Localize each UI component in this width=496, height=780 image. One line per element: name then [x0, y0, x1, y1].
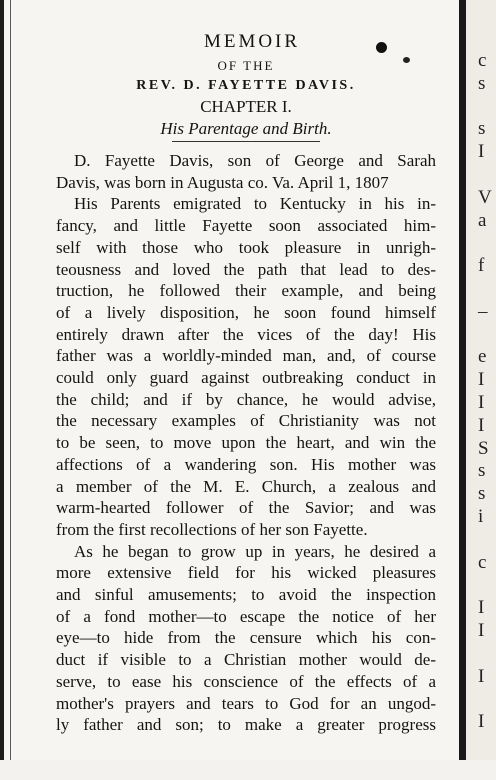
- margin-letter: I: [478, 711, 485, 733]
- margin-letter: [478, 734, 496, 757]
- margin-letter: s: [478, 460, 486, 482]
- margin-letter: V: [478, 186, 492, 208]
- text-line: more extensive field for his wicked pleasures: [56, 563, 436, 583]
- text-line: the necessary examples of Christianity was not: [56, 411, 436, 431]
- margin-letter: [478, 643, 496, 666]
- text-line: a member of the M. E. Church, a zealous and: [56, 476, 436, 496]
- margin-letter: s: [478, 483, 486, 505]
- text-line: of a fond mother—to escape the notice of her: [56, 606, 436, 626]
- margin-letter: i: [478, 505, 484, 527]
- subject-name: REV. D. FAYETTE DAVIS.: [136, 78, 356, 93]
- text-line: from the first recollections of her son Fayette.: [56, 519, 368, 539]
- of-the-line: OF THE: [217, 58, 275, 73]
- margin-letter: [478, 574, 496, 597]
- text-line: serve, to ease his conscience of the effects of a: [56, 671, 436, 691]
- text-line: truction, he followed their example, and being: [56, 281, 436, 301]
- text-line: Davis, was born in Augusta co. Va. April 1, 1807: [56, 172, 389, 192]
- paragraph-1: [56, 150, 436, 193]
- margin-letter: –: [478, 300, 488, 322]
- text-line: mother's prayers and tears to God for an ungod-: [56, 693, 436, 713]
- margin-letter: c: [478, 551, 487, 573]
- margin-letter: [478, 688, 496, 711]
- text-line: As he began to grow up in years, he desired a: [74, 541, 436, 561]
- margin-letter: I: [478, 619, 485, 641]
- margin-letter: [478, 324, 496, 347]
- text-line: entirely drawn after the vices of the day! His: [56, 324, 436, 344]
- margin-letter: I: [478, 141, 485, 163]
- text-line: fancy, and little Fayette soon associated him-: [56, 216, 436, 236]
- margin-letter: s: [478, 118, 486, 140]
- text-line: could only guard against outbreaking conduct in: [56, 368, 436, 388]
- text-line: warm-hearted follower of the Savior; and was: [56, 498, 436, 518]
- paragraph-2: [56, 193, 436, 540]
- text-line: self with those who took pleasure in unrigh-: [56, 237, 436, 257]
- text-line: D. Fayette Davis, son of George and Sarah: [74, 151, 436, 170]
- chapter-subtitle: His Parentage and Birth.: [160, 119, 332, 138]
- chapter-heading: CHAPTER I.: [200, 97, 292, 116]
- text-line: duct if visible to a Christian mother would de-: [56, 650, 436, 670]
- margin-letter: I: [478, 665, 485, 687]
- paragraph-3: [56, 541, 436, 736]
- text-line: father was a worldly-minded man, and, of course: [56, 346, 436, 366]
- text-line: teousness and loved the path that lead to des-: [56, 259, 436, 279]
- margin-letter: f: [478, 255, 485, 277]
- text-line: His Parents emigrated to Kentucky in his in-: [74, 194, 436, 214]
- margin-letter: I: [478, 391, 485, 413]
- margin-letter: I: [478, 369, 485, 391]
- margin-letter: [478, 278, 496, 301]
- memoir-title: MEMOIR: [203, 31, 301, 52]
- text-line: of a lively disposition, he soon found himself: [56, 302, 436, 322]
- margin-letter: S: [478, 437, 489, 459]
- margin-letter: I: [478, 414, 485, 436]
- margin-letter: a: [478, 209, 487, 231]
- text-line: and sinful amusements; to avoid the inspection: [56, 585, 436, 605]
- text-line: the child; and if by chance, he would advise,: [56, 389, 436, 409]
- heading-rule: [172, 141, 320, 142]
- margin-letter: [478, 164, 496, 187]
- text-line: eye—to hide from the censure which his con-: [56, 628, 436, 648]
- margin-letter: s: [478, 72, 486, 94]
- text-line: affections of a wandering son. His mother was: [56, 454, 436, 474]
- margin-letter: c: [478, 50, 487, 71]
- margin-letter: [478, 232, 496, 255]
- page-text: [56, 30, 436, 736]
- facing-page-letters: [478, 50, 496, 780]
- left-binding-edge: [0, 0, 4, 760]
- left-page-line: [10, 0, 11, 760]
- margin-letter: I: [478, 597, 485, 619]
- text-line: ly father and son; to make a greater progress: [56, 715, 436, 735]
- margin-letter: [478, 96, 496, 119]
- margin-letter: [478, 757, 496, 780]
- margin-letter: e: [478, 346, 487, 368]
- text-line: to be seen, to move upon the heart, and win the: [56, 433, 436, 453]
- margin-letter: [478, 529, 496, 552]
